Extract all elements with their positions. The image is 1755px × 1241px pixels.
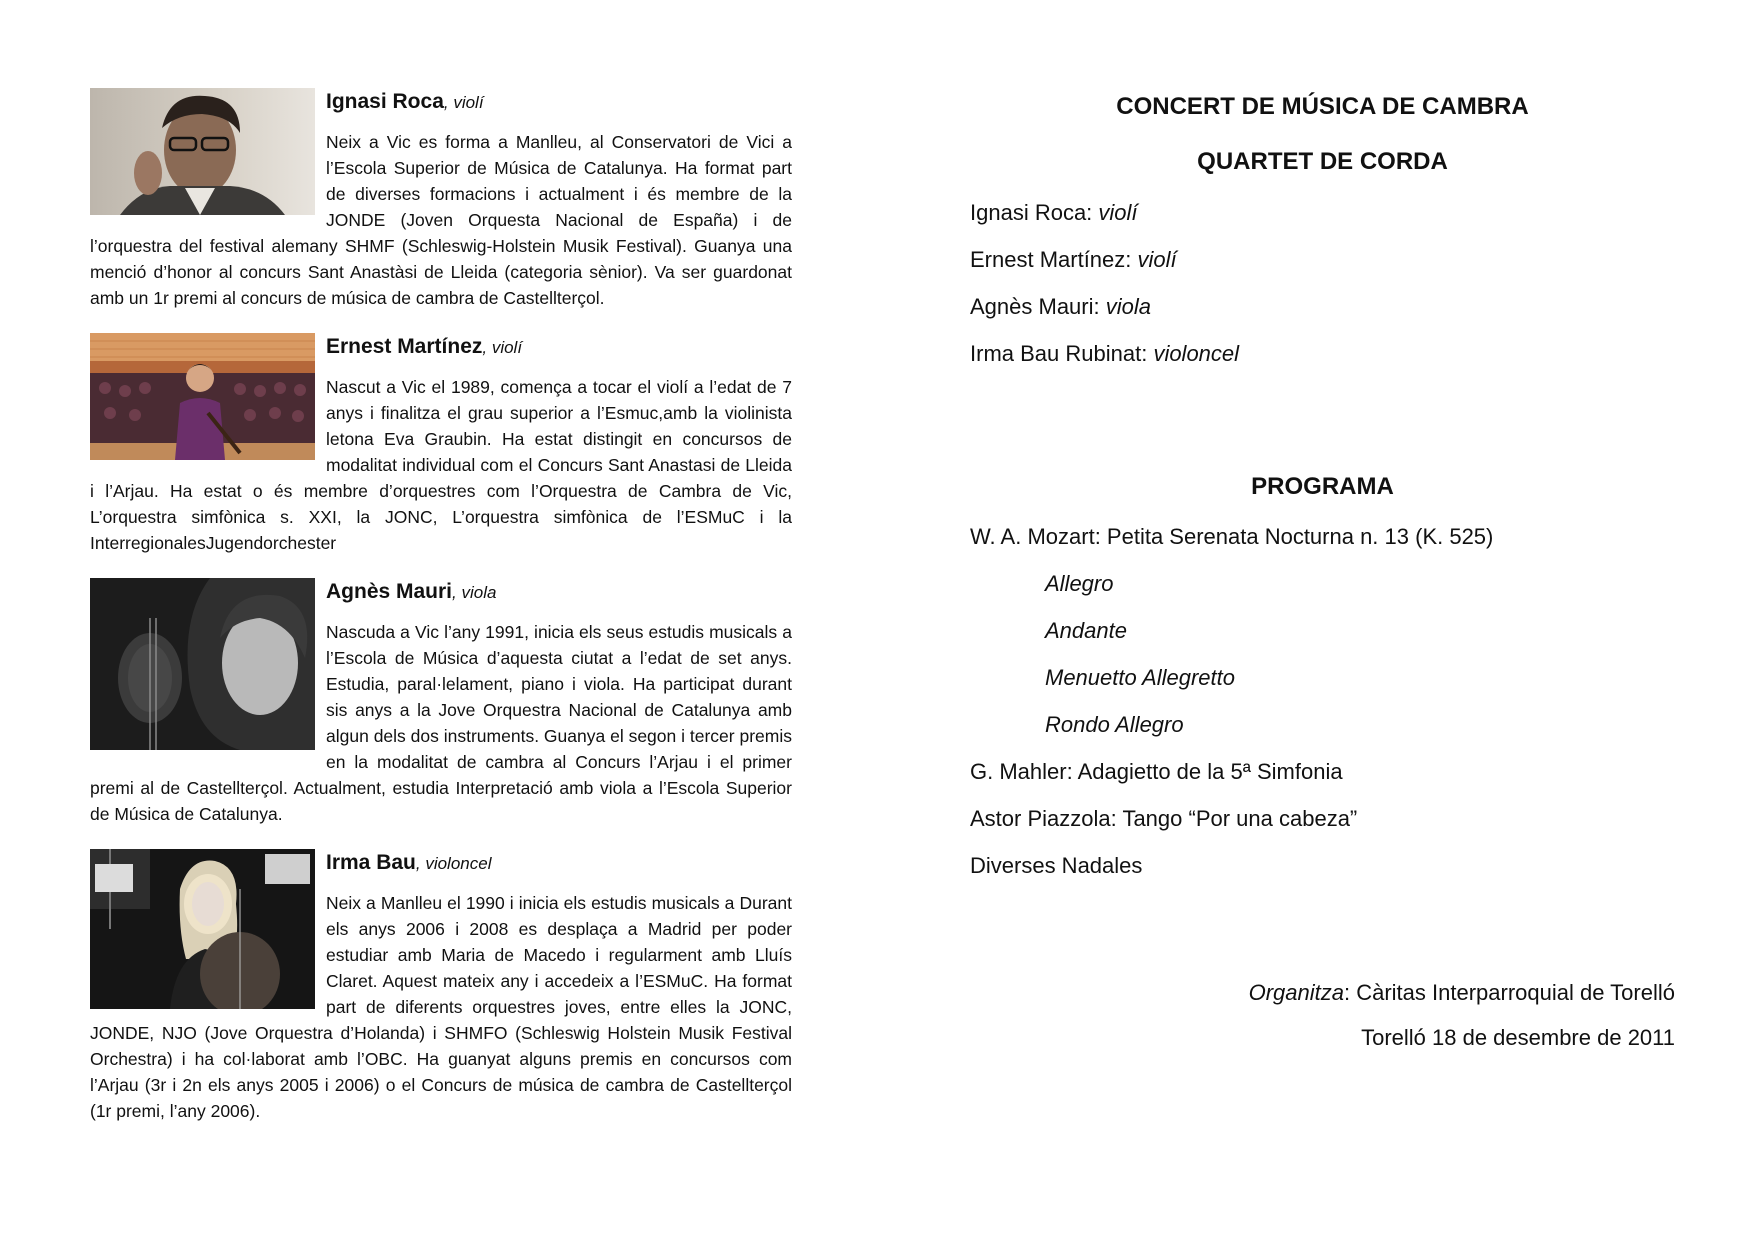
musician-bio: Nascut a Vic el 1989, comença a tocar el violí a l’edat de 7 anys i finalitza el grau superior a l’Esmuc,amb la violinista letona Eva Graubin. Ha estat distingit en concursos de modalitat individual com el Concurs Sant Anastasi de Lleida i l’Arjau. Ha estat o és membre d’orquestres com l’Orquestra de Cambra de Vic, L’orquestra simfònica s. XXI, la JONC, L’orquestra simfònica de l’ESMuC i la InterregionalesJugendorchester bbox=[90, 377, 792, 553]
organizer-line: Organitza: Càritas Interparroquial de Torelló bbox=[1248, 980, 1675, 1005]
bio-agnes-mauri bbox=[90, 578, 792, 827]
bio-irma-bau bbox=[90, 849, 792, 1124]
cellist-photo bbox=[90, 849, 315, 1009]
program-piece: G. Mahler: Adagietto de la 5ª Simfonia bbox=[970, 759, 1343, 784]
member-line: Ignasi Roca: violí bbox=[970, 200, 1138, 225]
musician-role: , viola bbox=[452, 583, 497, 602]
musician-bio: Neix a Vic es forma a Manlleu, al Conservatori de Vici a l’Escola Superior de Música de Catalunya. Ha format part de diverses formacions i actualment i és membre de la JONDE (Joven Orquesta Nacional de España) i de l’orquestra del festival alemany SHMF (Schleswig-Holstein Musik Festival). Guanya una menció d’honor al concurs Sant Anastàsi de Lleida (categoria sènior). Va ser guardonat amb un 1r premi al concurs de música de cambra de Castellterçol. bbox=[90, 132, 792, 308]
musician-name: Irma Bau bbox=[326, 851, 416, 874]
portrait-glasses-photo bbox=[90, 88, 315, 215]
concert-date: Torelló 18 de desembre de 2011 bbox=[1361, 1025, 1675, 1050]
program-movement: Menuetto Allegretto bbox=[1045, 665, 1235, 690]
violinist-stage-photo bbox=[90, 333, 315, 460]
program-movement: Allegro bbox=[1045, 571, 1114, 596]
musician-name: Agnès Mauri bbox=[326, 580, 453, 603]
musician-name: Ignasi Roca bbox=[326, 90, 444, 113]
musician-role: , violí bbox=[482, 338, 523, 357]
programa-heading: PROGRAMA bbox=[1251, 473, 1394, 500]
musician-name: Ernest Martínez bbox=[326, 335, 483, 358]
member-line: Ernest Martínez: violí bbox=[970, 247, 1177, 272]
bio-ernest-martinez bbox=[90, 333, 792, 556]
program-list bbox=[970, 522, 1493, 898]
musician-role: , violoncel bbox=[415, 854, 492, 873]
member-line: Agnès Mauri: viola bbox=[970, 294, 1151, 319]
program-piece: W. A. Mozart: Petita Serenata Nocturna n. 13 (K. 525) bbox=[970, 524, 1494, 549]
program-piece: Astor Piazzola: Tango “Por una cabeza” bbox=[970, 806, 1358, 831]
bios-column bbox=[90, 88, 792, 1146]
quartet-members bbox=[970, 198, 1239, 386]
concert-subtitle: QUARTET DE CORDA bbox=[1197, 148, 1448, 175]
program-movement: Rondo Allegro bbox=[1045, 712, 1184, 737]
member-line: Irma Bau Rubinat: violoncel bbox=[970, 341, 1240, 366]
viola-portrait-photo bbox=[90, 578, 315, 750]
musician-role: , violí bbox=[443, 93, 484, 112]
bio-ignasi-roca bbox=[90, 88, 792, 311]
concert-title: CONCERT DE MÚSICA DE CAMBRA bbox=[1116, 93, 1529, 120]
program-piece: Diverses Nadales bbox=[970, 853, 1143, 878]
program-movement: Andante bbox=[1045, 618, 1127, 643]
musician-bio: Neix a Manlleu el 1990 i inicia els estudis musicals a Durant els anys 2006 i 2008 es desplaça a Madrid per poder estudiar amb Maria de Macedo i regularment amb Lluís Claret. Aquest mateix any i accedeix a l’ESMuC. Ha format part de diferents orquestres joves, entre elles la JONC, JONDE, NJO (Jove Orquestra d’Holanda) i SHMFO (Schleswig Holstein Musik Festival Orchestra) i ha col·laborat amb l’OBC. Ha guanyat alguns premis en concursos com l’Arjau (3r i 2n els anys 2005 i 2006) o el Concurs de música de cambra de Castellterçol (1r premi, l’any 2006). bbox=[90, 893, 792, 1121]
musician-bio: Nascuda a Vic l’any 1991, inicia els seus estudis musicals a l’Escola de Música d’aquesta ciutat a l’edat de set anys. Estudia, paral·lelament, piano i viola. Ha participat durant sis anys a la Jove Orquestra Nacional de Catalunya amb algun dels dos instruments. Guanya el segon i tercer premis en la modalitat de cambra al Concurs l’Arjau i el primer premi al de Castellterçol. Actualment, estudia Interpretació amb viola a l’Escola Superior de Música de Catalunya. bbox=[90, 622, 792, 824]
